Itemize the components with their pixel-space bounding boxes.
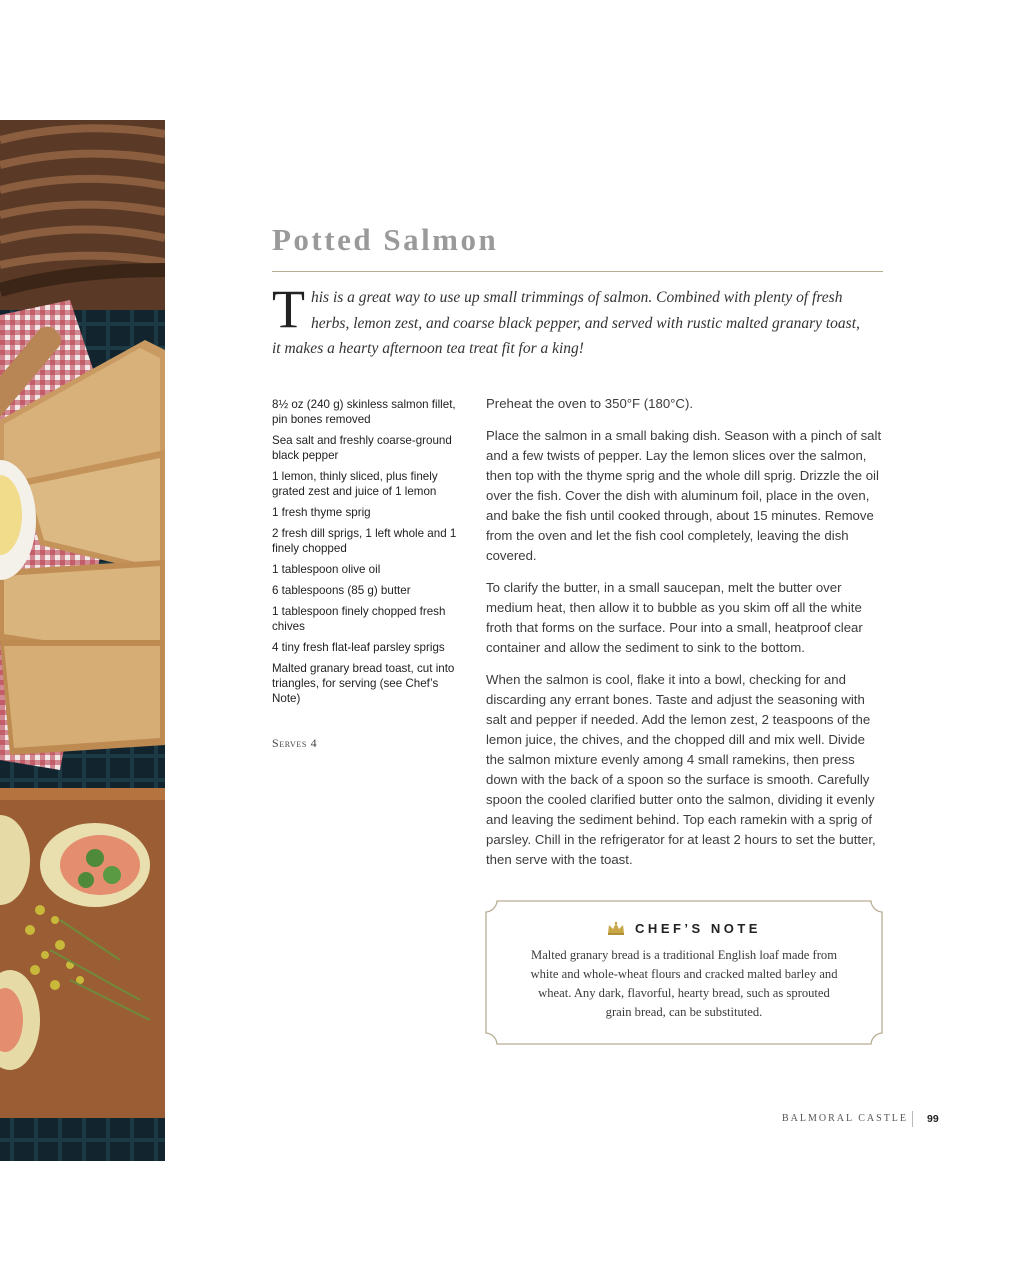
chefs-note-text: Malted granary bread is a traditional English loaf made from white and whole-wheat flours and cracked malted barley and wheat. Any dark, flavorful, hearty bread, such as sprouted grain bread, can be substituted. (530, 948, 838, 1019)
chefs-note-box (485, 900, 883, 1045)
ingredient-item: 1 tablespoon finely chopped fresh chives (272, 605, 446, 633)
ingredient-item: 1 lemon, thinly sliced, plus finely grated zest and juice of 1 lemon (272, 470, 438, 498)
ingredient-list (272, 397, 464, 712)
chefs-note-heading (485, 921, 883, 936)
ingredient-item: Malted granary bread toast, cut into triangles, for serving (see Chef’s Note) (272, 662, 455, 705)
ingredient-item: 6 tablespoons (85 g) butter (272, 584, 411, 597)
ingredient-item: 8½ oz (240 g) skinless salmon fillet, pin bones removed (272, 398, 456, 426)
method-step: When the salmon is cool, flake it into a bowl, checking for and discarding any errant bones. Taste and adjust the seasoning with salt and pepper if needed. Add the lemon zest, 2 teaspoons of the lemon juice, the chives, and the chopped dill and mix well. Divide the salmon mixture evenly among 4 small ramekins, then press down with the back of a spoon so the surface is smooth. Carefully spoon the cooled clarified butter onto the salmon, dividing it evenly and leaving the sediment behind. Top each ramekin with a sprig of parsley. Chill in the refrigerator for at least 2 hours to set the butter, then serve with the toast. (486, 672, 876, 867)
serves-label: Serves 4 (272, 736, 318, 750)
method-step: To clarify the butter, in a small saucepan, melt the butter over medium heat, then allow it to bubble as you skim off all the white froth that forms on the surface. Pour into a small, heatproof clear container and allow the sediment to sink to the bottom. (486, 580, 863, 655)
ingredient-item: 2 fresh dill sprigs, 1 left whole and 1 finely chopped (272, 527, 457, 555)
intro-dropcap: T (272, 279, 305, 339)
title-rule (272, 271, 883, 272)
ingredient-item: 1 fresh thyme sprig (272, 506, 371, 519)
chefs-note-title: CHEF’S NOTE (635, 921, 761, 936)
method-step: Place the salmon in a small baking dish. Season with a pinch of salt and a few twists of pepper. Lay the lemon slices over the salmon, then top with the thyme sprig and the whole dill sprig. Drizzle the oil over the fish. Cover the dish with aluminum foil, place in the oven, and bake the fish until cooked through, about 15 minutes. Remove from the oven and let the fish cool completely, leaving the dish covered. (486, 428, 882, 563)
ingredient-item: 4 tiny fresh flat-leaf parsley sprigs (272, 641, 445, 654)
ingredient-item: 1 tablespoon olive oil (272, 563, 381, 576)
intro-text: his is a great way to use up small trimmings of salmon. Combined with plenty of fresh herbs, lemon zest, and coarse black pepper, and served with rustic malted granary toast, it makes a hearty afternoon tea treat fit for a king! (272, 289, 860, 357)
recipe-title: Potted Salmon (272, 222, 499, 257)
ingredient-item: Sea salt and freshly coarse-ground black pepper (272, 434, 452, 462)
recipe-intro (272, 279, 872, 362)
page-number: 99 (927, 1113, 939, 1125)
food-photo (0, 120, 165, 1161)
method-steps (486, 394, 886, 882)
method-step: Preheat the oven to 350°F (180°C). (486, 396, 694, 411)
footer-divider (912, 1111, 913, 1127)
crown-icon (607, 921, 625, 935)
footer-section: BALMORAL CASTLE (782, 1113, 909, 1124)
